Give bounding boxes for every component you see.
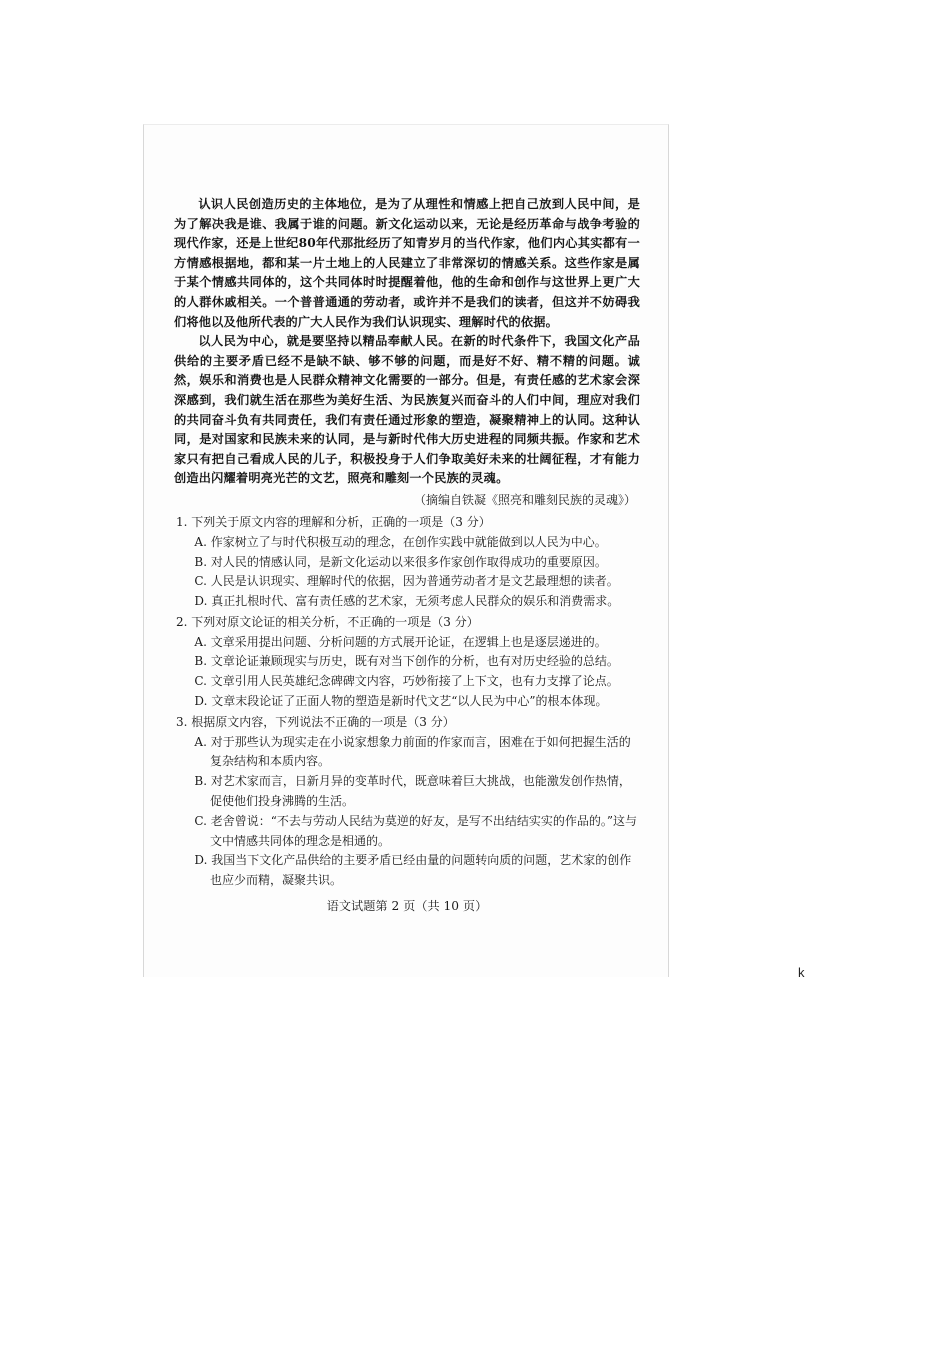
question-2: [174, 613, 640, 712]
page-content: [174, 195, 640, 916]
option-d: D. 我国当下文化产品供给的主要矛盾已经由量的问题转向质的问题，艺术家的创作也应少而精，凝聚共识。: [194, 853, 632, 888]
page-footer: 语文试题第 2 页（共 10 页）: [326, 899, 488, 914]
question-stem: 1. 下列关于原文内容的理解和分析，正确的一项是（3 分）: [176, 514, 491, 529]
stray-mark: k: [798, 965, 805, 980]
option-c: C. 老舍曾说：“不去与劳动人民结为莫逆的好友，是写不出结结实实的作品的。”这与文中情感共同体的理念是相通的。: [194, 813, 638, 848]
question-1: [174, 513, 640, 612]
option-d: D. 文章末段论证了正面人物的塑造是新时代文艺“以人民为中心”的根本体现。: [194, 694, 608, 709]
option-c: C. 文章引用人民英雄纪念碑碑文内容，巧妙衔接了上下文，也有力支撑了论点。: [194, 674, 619, 689]
reading-passage: [174, 195, 640, 489]
passage-source: （摘编自铁凝《照亮和雕刻民族的灵魂》）: [413, 492, 636, 507]
option-d: D. 真正扎根时代、富有责任感的艺术家，无须考虑人民群众的娱乐和消费需求。: [194, 594, 620, 609]
question-stem: 3. 根据原文内容，下列说法不正确的一项是（3 分）: [176, 714, 455, 729]
scanned-page: [143, 124, 669, 977]
option-b: B. 文章论证兼顾现实与历史，既有对当下创作的分析，也有对历史经验的总结。: [194, 654, 619, 669]
option-a: A. 文章采用提出问题、分析问题的方式展开论证，在逻辑上也是逐层递进的。: [194, 634, 607, 649]
option-a: A. 对于那些认为现实走在小说家想象力前面的作家而言，困难在于如何把握生活的复杂结构和本质内容。: [194, 734, 631, 769]
option-c: C. 人民是认识现实、理解时代的依据，因为普通劳动者才是文艺最理想的读者。: [194, 574, 619, 589]
question-stem: 2. 下列对原文论证的相关分析，不正确的一项是（3 分）: [176, 614, 479, 629]
option-b: B. 对人民的情感认同，是新文化运动以来很多作家创作取得成功的重要原因。: [194, 554, 607, 569]
question-3: [174, 713, 640, 891]
passage-paragraph: 以人民为中心，就是要坚持以精品奉献人民。在新的时代条件下，我国文化产品供给的主要矛盾已经不是缺不缺、够不够的问题，而是好不好、精不精的问题。诚然，娱乐和消费也是人民群众精神文化需要的一部分。但是，有责任感的艺术家会深深感到，我们就生活在那些为美好生活、为民族复兴而奋斗的人们中间，理应对我们的共同奋斗负有共同责任，我们有责任通过形象的塑造，凝聚精神上的认同。这种认同，是对国家和民族未来的认同，是与新时代伟大历史进程的同频共振。作家和艺术家只有把自己看成人民的儿子，积极投身于人们争取美好未来的壮阔征程，才有能力创造出闪耀着明亮光芒的文艺，照亮和雕刻一个民族的灵魂。: [174, 334, 640, 486]
option-b: B. 对艺术家而言，日新月异的变革时代，既意味着巨大挑战，也能激发创作热情，促使他们投身沸腾的生活。: [194, 774, 631, 809]
option-a: A. 作家树立了与时代积极互动的理念，在创作实践中就能做到以人民为中心。: [194, 534, 607, 549]
passage-paragraph: 认识人民创造历史的主体地位，是为了从理性和情感上把自己放到人民中间，是为了解决我是谁、我属于谁的问题。新文化运动以来，无论是经历革命与战争考验的现代作家，还是上世纪80年代那批经历了知青岁月的当代作家，他们内心其实都有一方情感根据地，都和某一片土地上的人民建立了非常深切的情感关系。这些作家是属于某个情感共同体的，这个共同体时时提醒着他，他的生命和创作与这世界上更广大的人群休戚相关。一个普普通通的劳动者，或许并不是我们的读者，但这并不妨碍我们将他以及他所代表的广大人民作为我们认识现实、理解时代的依据。: [174, 197, 640, 329]
